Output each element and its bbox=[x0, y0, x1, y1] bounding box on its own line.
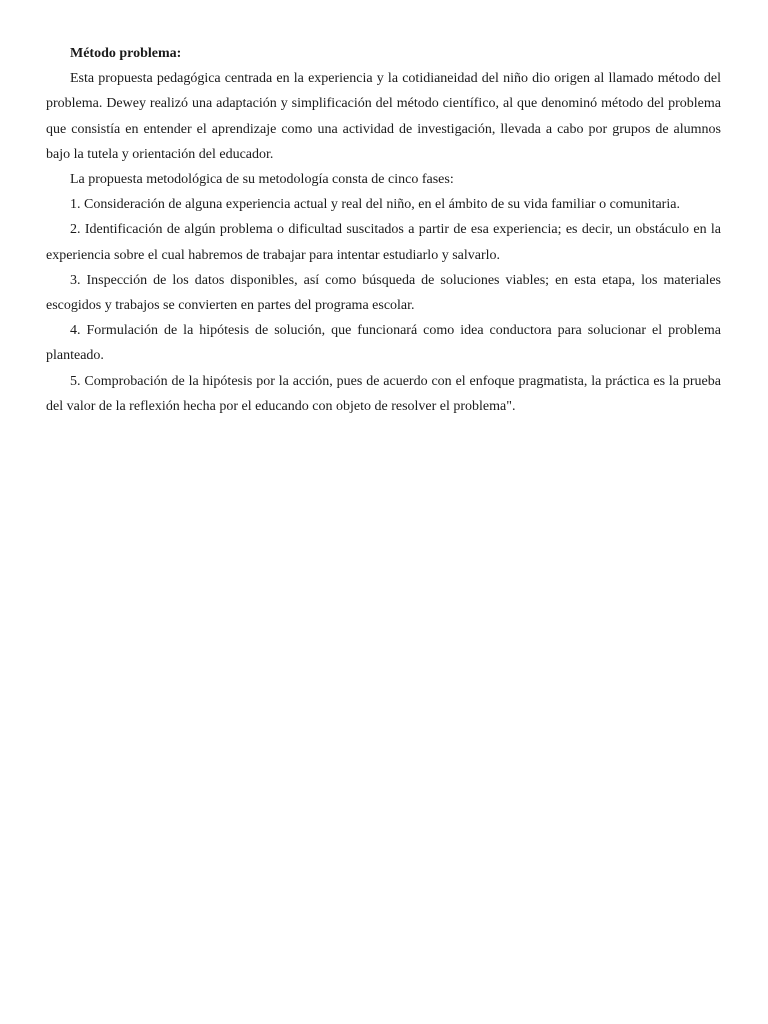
section-heading: Método problema: bbox=[70, 46, 182, 61]
phase-1-paragraph: 1. Consideración de alguna experiencia actual y real del niño, en el ámbito de su vida familiar o comunitaria. bbox=[70, 197, 680, 213]
document-body bbox=[46, 41, 721, 419]
phases-intro-paragraph: La propuesta metodológica de su metodología consta de cinco fases: bbox=[70, 172, 454, 188]
intro-paragraph: Esta propuesta pedagógica centrada en la experiencia y la cotidianeidad del niño dio origen al llamado método del problema. Dewey realizó una adaptación y simplificación del método científico, al que denominó método del problema que consistía en entender el aprendizaje como una actividad de investigación, llevada a cabo por grupos de alumnos bajo la tutela y orientación del educador. bbox=[46, 71, 721, 162]
phase-5-paragraph: 5. Comprobación de la hipótesis por la acción, pues de acuerdo con el enfoque pragmatista, la práctica es la prueba del valor de la reflexión hecha por el educando con objeto de resolver el problema". bbox=[46, 373, 721, 414]
phase-3-paragraph: 3. Inspección de los datos disponibles, así como búsqueda de soluciones viables; en esta etapa, los materiales escogidos y trabajos se convierten en partes del programa escolar. bbox=[46, 272, 721, 314]
phase-2-paragraph: 2. Identificación de algún problema o dificultad suscitados a partir de esa experiencia; es decir, un obstáculo en la experiencia sobre el cual habremos de trabajar para intentar estudiarlo y salvarlo. bbox=[46, 222, 721, 263]
phase-4-paragraph: 4. Formulación de la hipótesis de solución, que funcionará como idea conductora para solucionar el problema planteado. bbox=[46, 323, 721, 364]
